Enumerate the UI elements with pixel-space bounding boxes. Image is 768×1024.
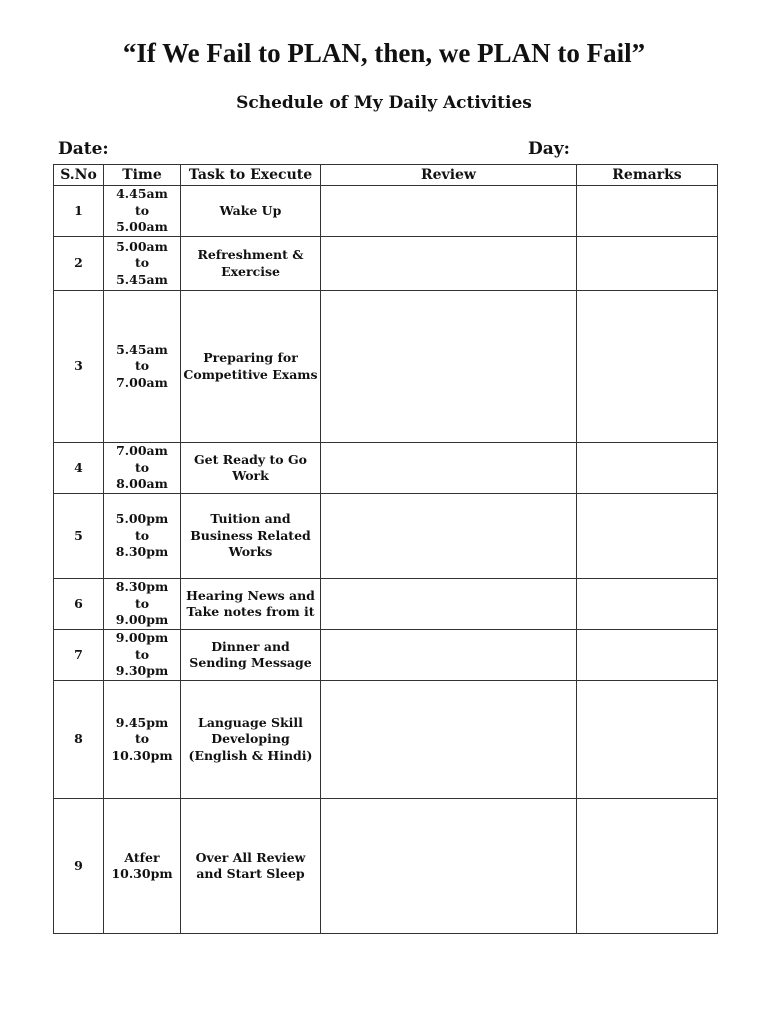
schedule-table xyxy=(53,164,718,934)
review-cell[interactable] xyxy=(321,799,577,934)
time-cell xyxy=(104,799,181,934)
time-line: 5.00am xyxy=(116,219,168,235)
sno-cell: 7 xyxy=(54,630,104,681)
column-header-task: Task to Execute xyxy=(181,165,321,186)
review-cell[interactable] xyxy=(321,494,577,579)
review-cell[interactable] xyxy=(321,630,577,681)
time-line: 9.00pm xyxy=(115,630,169,646)
time-line: 5.45am xyxy=(116,341,168,357)
remarks-cell[interactable] xyxy=(577,494,718,579)
date-label: Date: xyxy=(58,139,109,159)
remarks-cell[interactable] xyxy=(577,630,718,681)
time-line: 7.00am xyxy=(116,374,168,390)
time-line: 9.30pm xyxy=(115,663,169,679)
table-row xyxy=(54,799,718,934)
time-cell xyxy=(104,186,181,237)
column-header-review: Review xyxy=(321,165,577,186)
remarks-cell[interactable] xyxy=(577,799,718,934)
document-title: “If We Fail to PLAN, then, we PLAN to Fail” xyxy=(122,38,646,68)
task-cell: Preparing for Competitive Exams xyxy=(181,291,321,443)
task-cell: Tuition and Business Related Works xyxy=(181,494,321,579)
time-line: 8.00am xyxy=(116,476,168,492)
time-line: 10.30pm xyxy=(111,747,173,763)
time-line: 7.00am xyxy=(116,443,168,459)
table-row xyxy=(54,494,718,579)
time-line: 8.30pm xyxy=(115,544,169,560)
time-line: 9.45pm xyxy=(115,714,169,730)
time-line: to xyxy=(134,595,150,611)
remarks-cell[interactable] xyxy=(577,186,718,237)
time-line: 4.45am xyxy=(116,186,168,202)
remarks-cell[interactable] xyxy=(577,237,718,291)
table-header-row xyxy=(54,165,718,186)
task-cell: Wake Up xyxy=(181,186,321,237)
review-cell[interactable] xyxy=(321,579,577,630)
remarks-cell[interactable] xyxy=(577,443,718,494)
table-row xyxy=(54,681,718,799)
time-line: to xyxy=(134,459,150,475)
time-line: 10.30pm xyxy=(111,866,173,881)
task-cell: Get Ready to Go Work xyxy=(181,443,321,494)
column-header-remarks: Remarks xyxy=(577,165,718,186)
table-row xyxy=(54,186,718,237)
document-subtitle: Schedule of My Daily Activities xyxy=(236,93,532,113)
table-row xyxy=(54,291,718,443)
table-row xyxy=(54,443,718,494)
task-cell: Language Skill Developing (English & Hindi) xyxy=(181,681,321,799)
sno-cell: 3 xyxy=(54,291,104,443)
task-cell: Over All Review and Start Sleep xyxy=(181,799,321,934)
time-line: to xyxy=(134,731,150,747)
time-line: 8.30pm xyxy=(115,579,169,595)
sno-cell: 6 xyxy=(54,579,104,630)
time-cell xyxy=(104,681,181,799)
review-cell[interactable] xyxy=(321,237,577,291)
time-line: to xyxy=(134,646,150,662)
task-cell: Refreshment & Exercise xyxy=(181,237,321,291)
time-cell xyxy=(104,630,181,681)
sno-cell: 4 xyxy=(54,443,104,494)
remarks-cell[interactable] xyxy=(577,579,718,630)
time-line: to xyxy=(134,255,150,271)
time-cell xyxy=(104,291,181,443)
time-cell xyxy=(104,237,181,291)
table-row xyxy=(54,579,718,630)
time-line: 9.00pm xyxy=(115,612,169,628)
time-cell xyxy=(104,579,181,630)
time-line: 5.45am xyxy=(116,271,168,287)
table-row xyxy=(54,630,718,681)
time-cell xyxy=(104,494,181,579)
time-line: Atfer xyxy=(124,849,160,865)
review-cell[interactable] xyxy=(321,681,577,799)
review-cell[interactable] xyxy=(321,443,577,494)
task-cell: Hearing News and Take notes from it xyxy=(181,579,321,630)
sno-cell: 1 xyxy=(54,186,104,237)
time-cell xyxy=(104,443,181,494)
time-line: to xyxy=(134,202,150,218)
sno-cell: 8 xyxy=(54,681,104,799)
task-cell: Dinner and Sending Message xyxy=(181,630,321,681)
table-row xyxy=(54,237,718,291)
sno-cell: 9 xyxy=(54,799,104,934)
column-header-time: Time xyxy=(104,165,181,186)
time-line: 5.00am xyxy=(116,238,168,254)
sno-cell: 2 xyxy=(54,237,104,291)
review-cell[interactable] xyxy=(321,291,577,443)
sno-cell: 5 xyxy=(54,494,104,579)
time-line: to xyxy=(134,358,150,374)
remarks-cell[interactable] xyxy=(577,681,718,799)
day-label: Day: xyxy=(528,139,570,159)
review-cell[interactable] xyxy=(321,186,577,237)
column-header-sno: S.No xyxy=(54,165,104,186)
time-line: 5.00pm xyxy=(115,511,169,527)
time-line: to xyxy=(134,527,150,543)
remarks-cell[interactable] xyxy=(577,291,718,443)
